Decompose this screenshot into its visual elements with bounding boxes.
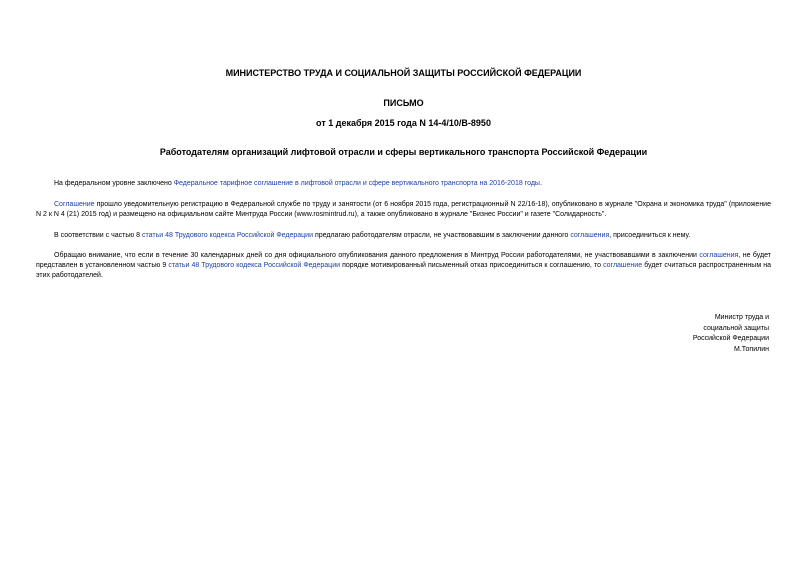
addressee-heading: Работодателям организаций лифтовой отрасли и сферы вертикального транспорта Российской Федерации: [159, 147, 648, 157]
signature-title-line: Российской Федерации: [692, 335, 769, 342]
paragraph-text: .: [539, 180, 542, 187]
paragraph-1: [36, 179, 771, 189]
labor-code-link[interactable]: статьи 48 Трудового кодекса Российской Федерации: [168, 262, 341, 269]
agreement-link[interactable]: соглашение: [603, 262, 643, 269]
labor-code-link[interactable]: статьи 48 Трудового кодекса Российской Федерации: [142, 232, 314, 239]
ministry-heading: МИНИСТЕРСТВО ТРУДА И СОЦИАЛЬНОЙ ЗАЩИТЫ РОССИЙСКОЙ ФЕДЕРАЦИИ: [225, 68, 582, 78]
agreement-link[interactable]: соглашения: [570, 232, 610, 239]
paragraph-text: прошло уведомительную регистрацию в Федеральной службе по труду и занятости (от 6 ноября 2015 года, регистрационный N 22/16-18), опубликовано в журнале "Охрана и экономика труда" (приложение N 2 к N 4 (21) 2015 год) и размещено на официальном сайте Минтруда России (www.rosmintrud.ru), а также опубликовано в журнале "Бизнес России" и газете "Солидарность".: [36, 201, 771, 218]
signature-title-line: Министр труда и: [714, 314, 769, 321]
agreement-link[interactable]: Федеральное тарифное соглашение в лифтовой отрасли и сфере вертикального транспорта на 2016-2018 годы: [173, 180, 540, 187]
paragraph-text: предлагаю работодателям отрасли, не участвовавшим в заключении данного: [313, 232, 571, 239]
signatory-name: М.Топилин: [734, 345, 769, 353]
paragraph-text: , не будет представлен в установленном частью 9: [36, 252, 772, 269]
paragraph-text: Обращаю внимание, что если в течение 30 календарных дней со дня официального опубликования данного предложения в Минтруд России работодателями, не участвовавшими в заключении: [54, 252, 700, 259]
document-date-number: от 1 декабря 2015 года N 14-4/10/В-8950: [316, 118, 491, 128]
paragraph-text: В соответствии с частью 8: [54, 232, 143, 239]
paragraph-2: [36, 200, 771, 220]
paragraph-text: На федеральном уровне заключено: [54, 180, 174, 187]
paragraph-text: будет считаться распространенным на этих работодателей.: [36, 262, 771, 279]
paragraph-4: [36, 251, 771, 281]
paragraph-text: порядке мотивированный письменный отказ присоединиться к соглашению, то: [340, 262, 604, 269]
agreement-link[interactable]: Соглашение: [54, 201, 95, 208]
agreement-link[interactable]: соглашения: [699, 252, 739, 259]
paragraph-text: , присоединиться к нему.: [609, 232, 691, 239]
signature-title-line: социальной защиты: [703, 324, 769, 332]
paragraph-3: [36, 231, 771, 241]
signature-block: [693, 313, 769, 355]
document-type: ПИСЬМО: [383, 98, 424, 108]
